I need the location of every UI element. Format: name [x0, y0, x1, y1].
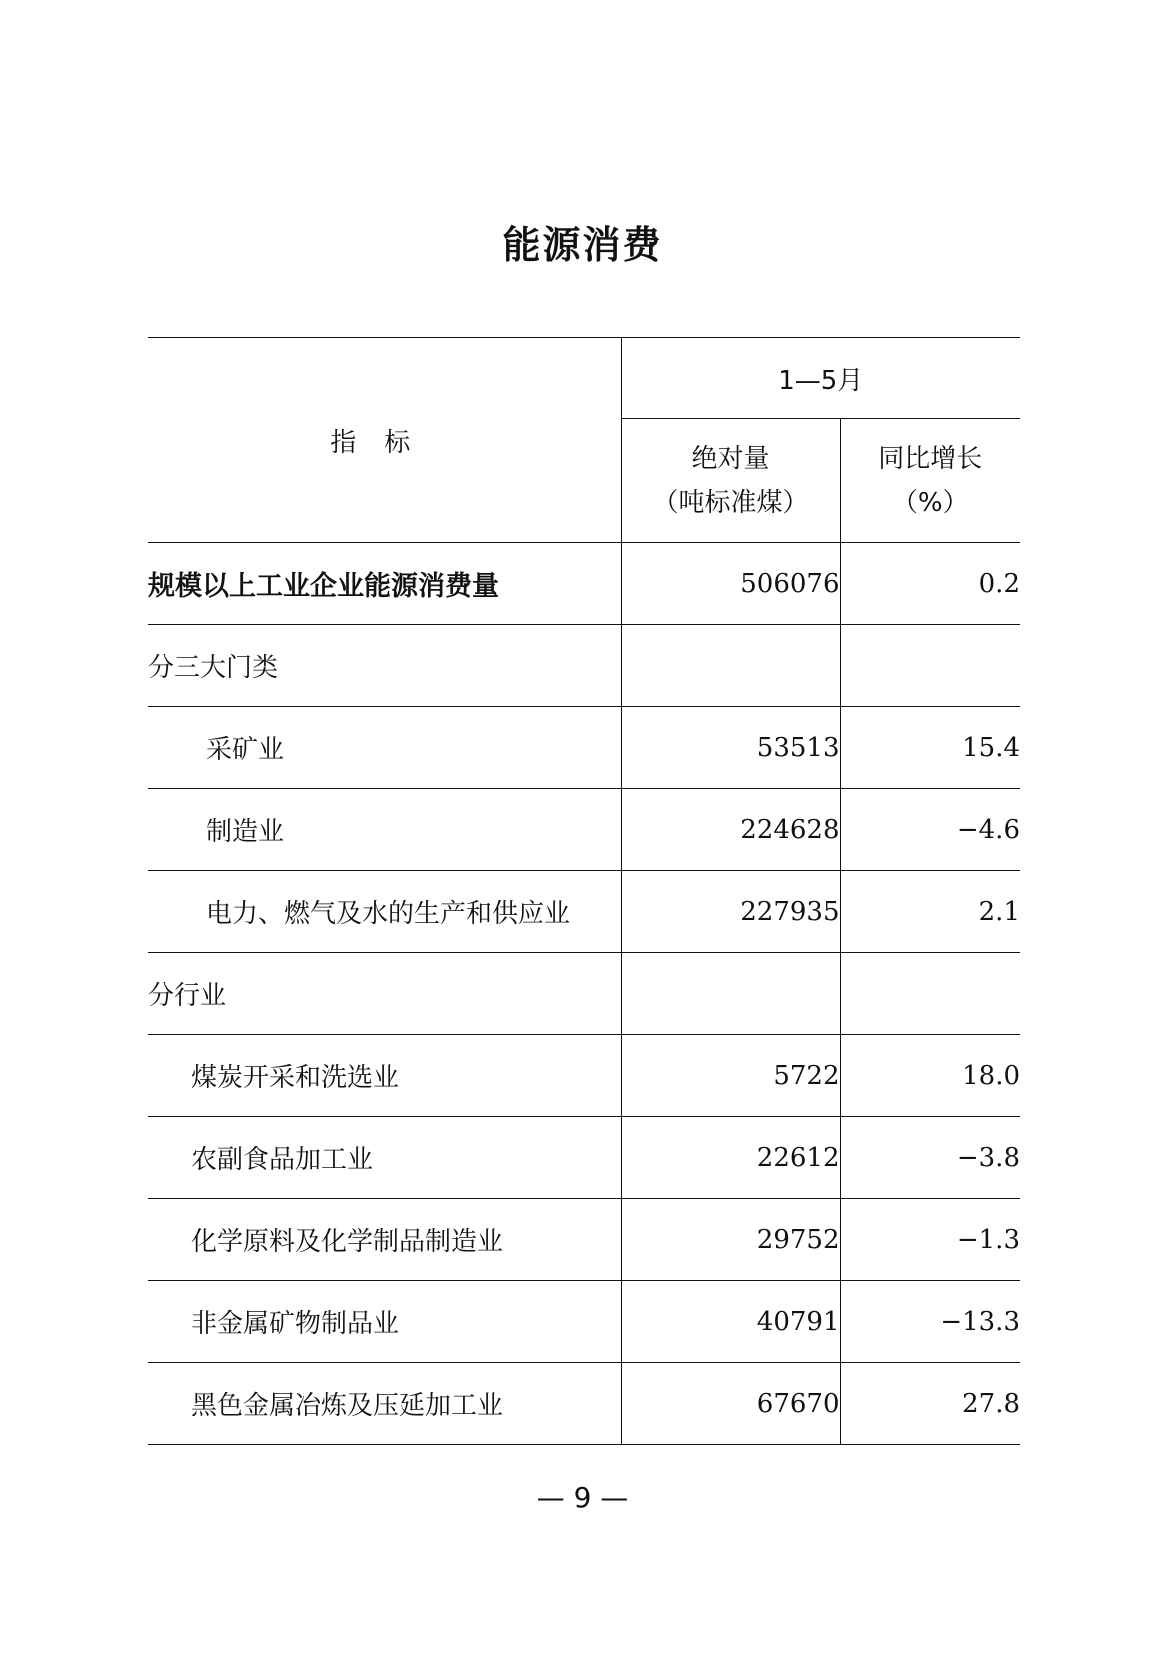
absolute-value: 506076 — [621, 543, 840, 625]
absolute-value: 227935 — [621, 871, 840, 953]
absolute-value: 5722 — [621, 1035, 840, 1117]
table-row — [148, 953, 1020, 1035]
absolute-value — [621, 953, 840, 1035]
growth-value: 18.0 — [840, 1035, 1020, 1117]
row-label: 电力、燃气及水的生产和供应业 — [148, 871, 621, 953]
absolute-value: 53513 — [621, 707, 840, 789]
page-number: — 9 — — [536, 1481, 629, 1514]
growth-header-unit: （%） — [891, 487, 969, 518]
table-row — [148, 625, 1020, 707]
growth-value — [840, 625, 1020, 707]
table-row — [148, 1035, 1020, 1117]
absolute-header — [621, 419, 840, 543]
page-title: 能源消费 — [502, 223, 663, 267]
row-label: 非金属矿物制品业 — [148, 1281, 621, 1363]
table-row — [148, 543, 1020, 625]
absolute-header-unit: （吨标准煤） — [652, 487, 809, 518]
growth-value: −1.3 — [840, 1199, 1020, 1281]
section-label: 分三大门类 — [148, 625, 621, 707]
table-row — [148, 1117, 1020, 1199]
growth-header — [840, 419, 1020, 543]
growth-value: 27.8 — [840, 1363, 1020, 1445]
row-label: 采矿业 — [148, 707, 621, 789]
row-label: 农副食品加工业 — [148, 1117, 621, 1199]
absolute-value — [621, 625, 840, 707]
row-label: 化学原料及化学制品制造业 — [148, 1199, 621, 1281]
table-row — [148, 871, 1020, 953]
absolute-value: 22612 — [621, 1117, 840, 1199]
growth-value: −13.3 — [840, 1281, 1020, 1363]
absolute-value: 29752 — [621, 1199, 840, 1281]
growth-value: −3.8 — [840, 1117, 1020, 1199]
row-label: 规模以上工业企业能源消费量 — [148, 543, 621, 625]
period-header: 1—5月 — [621, 338, 1020, 419]
growth-value — [840, 953, 1020, 1035]
table-row — [148, 789, 1020, 871]
absolute-header-label: 绝对量 — [691, 443, 770, 474]
row-label: 煤炭开采和洗选业 — [148, 1035, 621, 1117]
absolute-value: 67670 — [621, 1363, 840, 1445]
table-row — [148, 1281, 1020, 1363]
table-row — [148, 1363, 1020, 1445]
table-row — [148, 707, 1020, 789]
absolute-value: 224628 — [621, 789, 840, 871]
growth-header-label: 同比增长 — [878, 443, 983, 474]
energy-consumption-table — [148, 337, 1020, 1445]
absolute-value: 40791 — [621, 1281, 840, 1363]
indicator-header: 指标 — [148, 338, 621, 543]
growth-value: 2.1 — [840, 871, 1020, 953]
row-label: 黑色金属冶炼及压延加工业 — [148, 1363, 621, 1445]
row-label: 制造业 — [148, 789, 621, 871]
section-label: 分行业 — [148, 953, 621, 1035]
growth-value: 15.4 — [840, 707, 1020, 789]
table-row — [148, 1199, 1020, 1281]
growth-value: −4.6 — [840, 789, 1020, 871]
growth-value: 0.2 — [840, 543, 1020, 625]
